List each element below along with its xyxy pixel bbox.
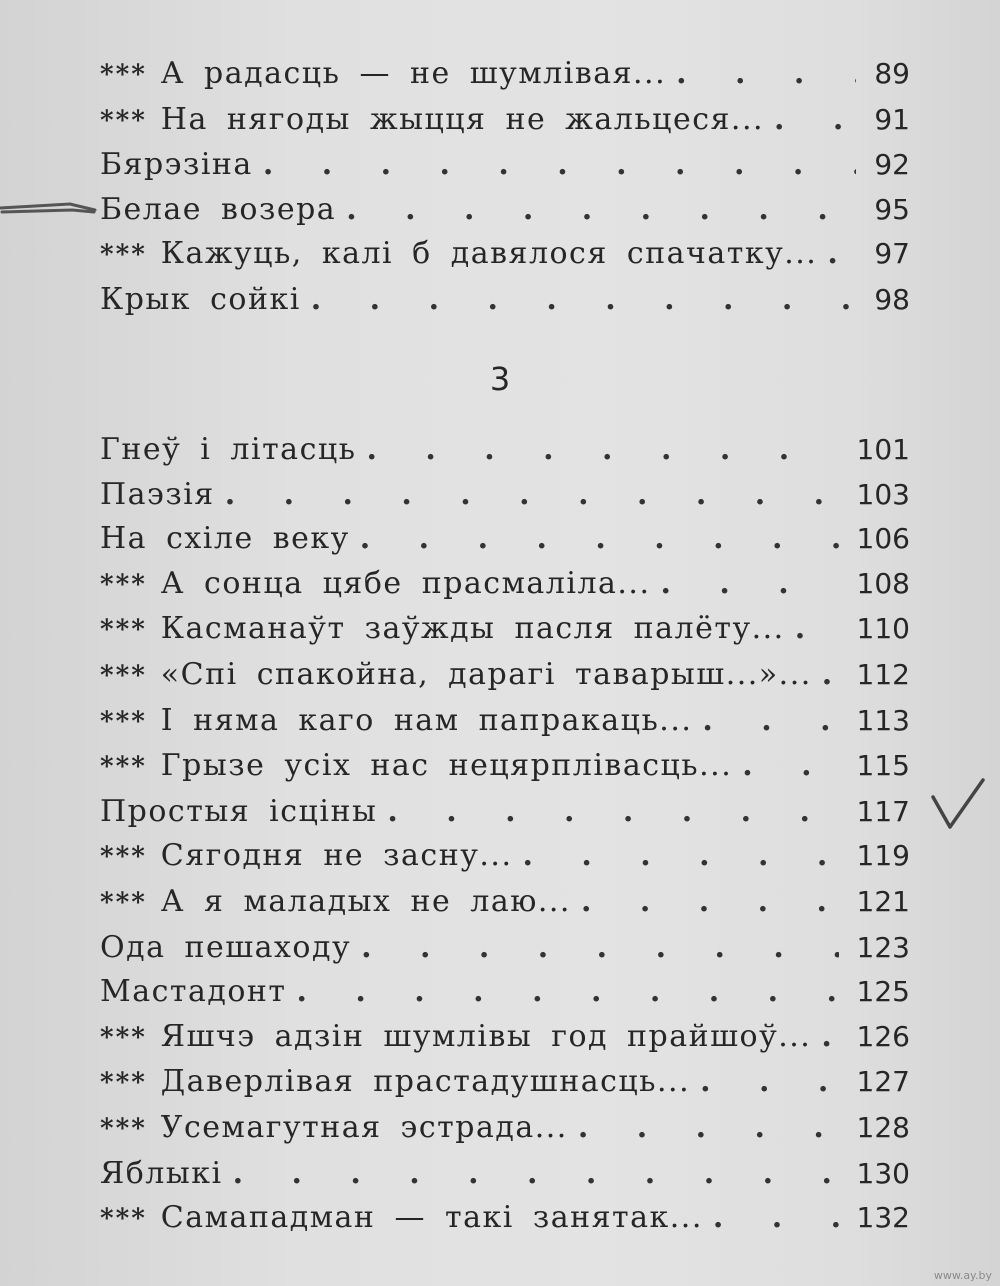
untitled-poem-stars: *** bbox=[100, 660, 147, 691]
toc-entry bbox=[100, 1106, 910, 1152]
untitled-poem-stars: *** bbox=[100, 752, 147, 783]
entry-page-number: 103 bbox=[856, 477, 910, 511]
entry-title: Яшчэ адзін шумлівы год прайшоў... bbox=[160, 1018, 812, 1054]
toc-entry bbox=[100, 278, 910, 323]
entry-title: Касманаўт заўжды пасля палёту... bbox=[160, 611, 785, 647]
dot-leader bbox=[821, 1015, 838, 1060]
entry-page-number: 112 bbox=[856, 657, 910, 691]
untitled-poem-stars: *** bbox=[100, 1022, 147, 1053]
entry-title: А радасць — не шумлівая... bbox=[160, 56, 667, 91]
pencil-arrow-mark-icon bbox=[0, 190, 100, 230]
toc-entry bbox=[100, 970, 910, 1015]
dot-leader bbox=[827, 232, 856, 277]
dot-leader bbox=[297, 970, 839, 1015]
toc-entry bbox=[100, 98, 910, 144]
entry-title: Бярэзіна bbox=[100, 147, 253, 182]
entry-page-number: 123 bbox=[856, 930, 910, 964]
entry-title: Крык сойкі bbox=[100, 281, 301, 317]
entry-title: І няма каго нам папракаць... bbox=[160, 702, 693, 738]
dot-leader bbox=[702, 699, 838, 744]
dot-leader bbox=[387, 790, 838, 835]
entry-page-number: 92 bbox=[874, 148, 910, 181]
entry-title: Даверлівая прастадушнасць... bbox=[160, 1064, 691, 1100]
entry-page-number: 125 bbox=[856, 975, 910, 1009]
entry-page-number: 119 bbox=[856, 839, 910, 873]
dot-leader bbox=[263, 143, 857, 188]
entry-page-number: 106 bbox=[856, 522, 910, 556]
dot-leader bbox=[360, 517, 839, 562]
dot-leader bbox=[713, 1196, 839, 1241]
entry-page-number: 110 bbox=[856, 612, 910, 646]
toc-entry bbox=[100, 143, 910, 188]
toc-entry bbox=[100, 1060, 910, 1106]
entry-page-number: 130 bbox=[856, 1156, 910, 1190]
dot-leader bbox=[361, 926, 838, 971]
section-heading: 3 bbox=[489, 360, 511, 398]
dot-leader bbox=[795, 607, 839, 652]
dot-leader bbox=[661, 562, 839, 607]
entry-page-number: 113 bbox=[856, 703, 910, 737]
toc-entry bbox=[100, 880, 910, 926]
toc-entry bbox=[100, 517, 910, 562]
untitled-poem-stars: *** bbox=[100, 1113, 147, 1144]
toc-entry bbox=[100, 790, 910, 835]
untitled-poem-stars: *** bbox=[100, 706, 147, 737]
entry-page-number: 115 bbox=[856, 749, 910, 783]
untitled-poem-stars: *** bbox=[100, 569, 147, 600]
entry-title: На нягоды жыцця не жальцеся... bbox=[160, 101, 765, 137]
dot-leader bbox=[774, 98, 856, 143]
entry-title: Паэзія bbox=[100, 476, 215, 512]
toc-entry bbox=[100, 52, 910, 98]
untitled-poem-stars: *** bbox=[100, 615, 147, 646]
untitled-poem-stars: *** bbox=[100, 60, 147, 90]
entry-title: Гнеў і літасць bbox=[100, 432, 357, 467]
toc-entry bbox=[100, 744, 910, 790]
dot-leader bbox=[233, 1152, 839, 1197]
toc-entry bbox=[100, 1015, 910, 1061]
entry-page-number: 121 bbox=[856, 884, 910, 918]
toc-entry bbox=[100, 607, 910, 653]
entry-page-number: 126 bbox=[856, 1019, 910, 1053]
toc-entry bbox=[100, 188, 910, 233]
entry-page-number: 128 bbox=[856, 1110, 910, 1144]
entry-title: Мастадонт bbox=[100, 974, 287, 1010]
entry-title: Усемагутная эстрада... bbox=[160, 1109, 568, 1145]
dot-leader bbox=[522, 834, 838, 879]
entry-page-number: 117 bbox=[856, 794, 910, 828]
dot-leader bbox=[822, 653, 839, 698]
dot-leader bbox=[700, 1060, 838, 1105]
toc-entry bbox=[100, 232, 910, 278]
entry-page-number: 132 bbox=[856, 1201, 910, 1235]
toc-entry bbox=[100, 926, 910, 971]
entry-title: Сягодня не засну... bbox=[160, 838, 513, 874]
dot-leader bbox=[346, 188, 856, 233]
untitled-poem-stars: *** bbox=[100, 887, 147, 918]
toc-entry bbox=[100, 653, 910, 699]
entry-page-number: 89 bbox=[874, 57, 910, 90]
untitled-poem-stars: *** bbox=[100, 1068, 147, 1099]
dot-leader bbox=[367, 428, 839, 473]
entry-page-number: 95 bbox=[874, 192, 910, 226]
entry-title: Белае возера bbox=[100, 191, 337, 227]
dot-leader bbox=[311, 278, 857, 323]
entry-page-number: 91 bbox=[874, 102, 910, 136]
untitled-poem-stars: *** bbox=[100, 105, 147, 136]
entry-title: Яблыкі bbox=[100, 1155, 223, 1191]
entry-title: Простыя ісціны bbox=[100, 793, 378, 829]
dot-leader bbox=[676, 52, 856, 97]
entry-page-number: 98 bbox=[874, 282, 910, 316]
entry-title: Кажуць, калі б давялося спачатку... bbox=[160, 236, 818, 271]
untitled-poem-stars: *** bbox=[100, 1204, 147, 1235]
entry-title: Грызе усіх нас нецярплівасць... bbox=[160, 748, 733, 784]
toc-entry bbox=[100, 428, 910, 473]
entry-page-number: 101 bbox=[856, 433, 910, 466]
toc-entry bbox=[100, 1152, 910, 1197]
entry-page-number: 108 bbox=[856, 566, 910, 600]
entry-title: Ода пешаходу bbox=[100, 929, 352, 965]
dot-leader bbox=[742, 744, 838, 789]
untitled-poem-stars: *** bbox=[100, 240, 147, 270]
dot-leader bbox=[225, 473, 839, 518]
toc-entry bbox=[100, 1196, 910, 1242]
entry-page-number: 97 bbox=[874, 237, 910, 270]
toc-section-3 bbox=[100, 428, 910, 1242]
toc-entry bbox=[100, 562, 910, 608]
toc-entry bbox=[100, 473, 910, 518]
toc-entry bbox=[100, 699, 910, 745]
entry-title: А сонца цябе прасмаліла... bbox=[160, 565, 651, 601]
toc-entry bbox=[100, 834, 910, 880]
untitled-poem-stars: *** bbox=[100, 842, 147, 873]
entry-page-number: 127 bbox=[856, 1065, 910, 1099]
dot-leader bbox=[581, 880, 839, 925]
watermark: www.ay.by bbox=[933, 1269, 992, 1282]
toc-section-continued bbox=[100, 52, 910, 322]
entry-title: Самападман — такі занятак... bbox=[160, 1200, 703, 1236]
checkmark-icon bbox=[928, 775, 988, 835]
dot-leader bbox=[578, 1106, 839, 1151]
entry-title: На схіле веку bbox=[100, 521, 350, 557]
entry-title: «Спі спакойна, дарагі таварыш...»... bbox=[160, 656, 812, 692]
entry-title: А я маладых не лаю... bbox=[160, 883, 571, 919]
